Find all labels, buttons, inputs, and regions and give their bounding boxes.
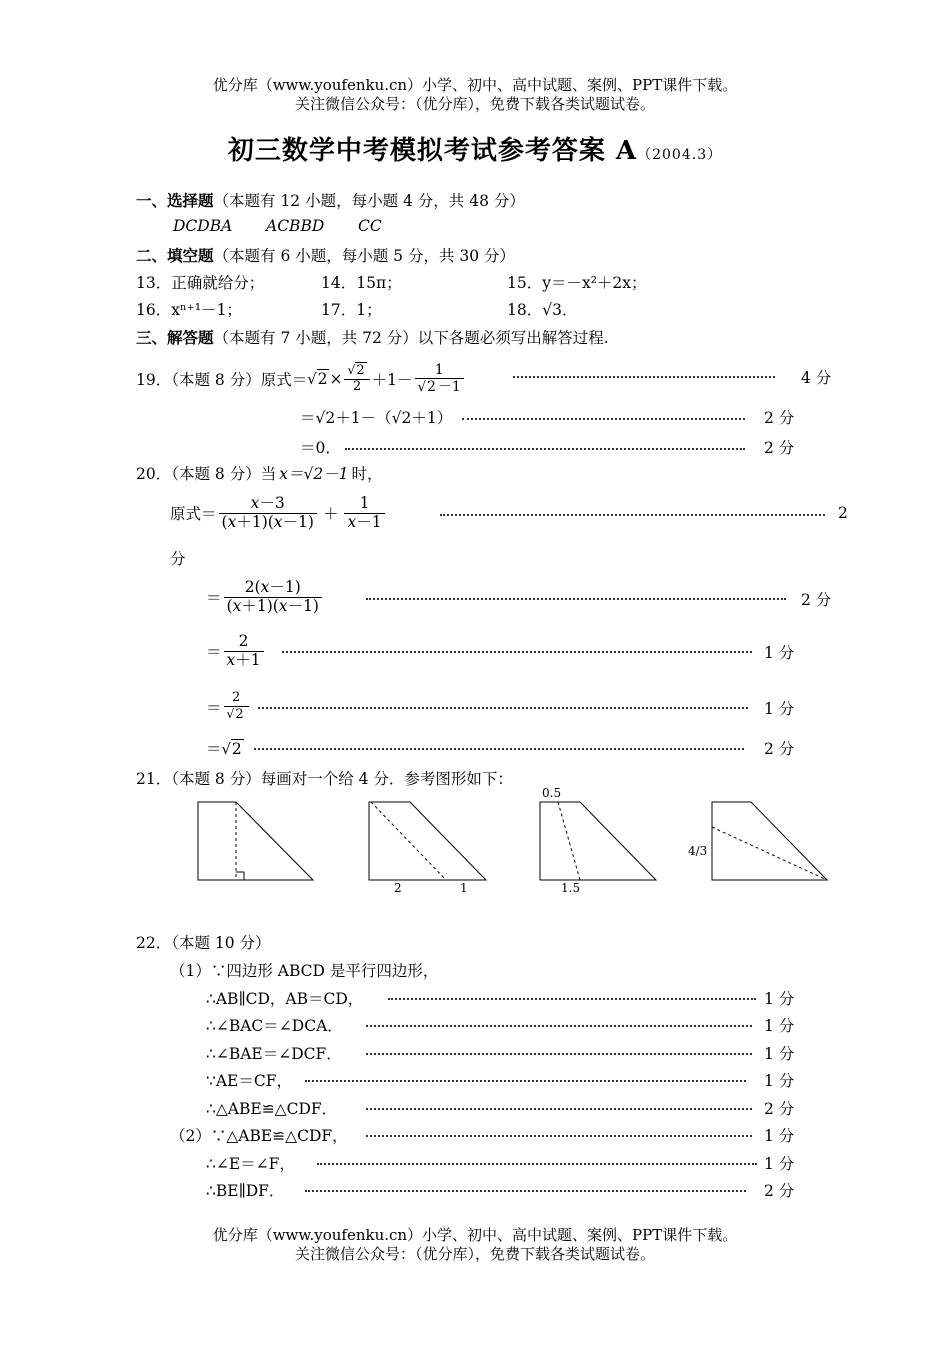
q20-score-5: 2 分 [764, 740, 795, 758]
q20-orig-label: 原式＝ [170, 505, 217, 523]
q19-fraction-1-over-sqrt2-minus-1: $\frac{1}{√2 -1}$ [415, 362, 464, 395]
q22-dots-5 [366, 1106, 752, 1110]
q19-dots-3 [345, 446, 745, 450]
q19-step2: ＝√2＋1－（√2＋1） [300, 409, 453, 427]
section3-heading [136, 326, 609, 348]
q22-score-8: 2 分 [764, 1182, 795, 1200]
figure-2-trapezoid [369, 802, 486, 880]
q19-step3: ＝0． [300, 439, 341, 457]
label-2: 2 [394, 881, 402, 895]
figure-1-trapezoid [198, 802, 313, 880]
figure-3-cut-line [558, 802, 580, 880]
title-main: 初三数学中考模拟考试参考答案 A [227, 136, 638, 166]
section1-label: 一、选择题 [136, 191, 214, 210]
q19-score-1: 4 分 [801, 369, 832, 387]
q20-heading [136, 462, 383, 484]
section1-heading [136, 189, 525, 211]
figure-3-trapezoid [540, 802, 656, 880]
mc-answer-3: CC [358, 217, 382, 235]
q21-figures [190, 786, 840, 900]
q20-step4: ＝ $\frac{2}{√2}$ [206, 684, 251, 730]
q22-score-6: 1 分 [764, 1127, 795, 1145]
header-line-2: 关注微信公众号：（优分库），免费下载各类试题试卷。 [294, 95, 655, 113]
fill-q15: 15．y＝－x²＋2x； [507, 274, 647, 292]
q22-line-3: ∴∠BAE＝∠DCF． [206, 1045, 342, 1063]
mc-answer-2: ACBBD [266, 217, 325, 235]
q20-score-1-unit: 分 [170, 550, 186, 568]
q22-line-8: ∴BE∥DF． [206, 1182, 285, 1200]
q22-dots-3 [366, 1051, 752, 1055]
q20-fraction-5: $\frac{2}{√2}$ [224, 691, 249, 723]
q20-label: 20．（本题 8 分）当 [136, 465, 277, 483]
fill-q13: 13．正确就给分； [136, 274, 265, 292]
q19-score-2: 2 分 [764, 409, 795, 427]
label-1: 1 [460, 881, 468, 895]
q20-step3: ＝ $\frac{2}{x+1}$ [206, 628, 266, 674]
q20-score-1: 2 [838, 504, 848, 522]
q22-score-4: 1 分 [764, 1072, 795, 1090]
q20-dots-1 [440, 512, 825, 516]
q20-dots-3 [282, 649, 752, 653]
fill-q17: 17．1； [321, 301, 382, 319]
q22-line-6: （2）∵△ABE≌△CDF， [170, 1127, 348, 1145]
q22-score-5: 2 分 [764, 1100, 795, 1118]
q20-step5: ＝√2 [206, 740, 242, 758]
q20-condition: x＝√2－1 [279, 465, 349, 483]
q22-line-1: ∴AB∥CD，AB＝CD， [206, 990, 364, 1008]
q22-heading: 22．（本题 10 分） [136, 934, 271, 952]
q20-step2: ＝ $\frac{2(x-1)}{(x+1)(x-1)}$ [206, 574, 324, 620]
q20-dots-4 [258, 705, 748, 709]
q19-sqrt2: √2 [307, 370, 328, 388]
fill-q18: 18．√3． [507, 301, 578, 319]
q22-dots-6 [366, 1133, 752, 1137]
q22-score-2: 1 分 [764, 1017, 795, 1035]
fill-q14: 14．15π； [321, 274, 402, 292]
q20-score-3: 1 分 [764, 644, 795, 662]
q21-heading: 21．（本题 8 分）每画对一个给 4 分．参考图形如下： [136, 770, 513, 788]
q22-dots-8 [305, 1188, 746, 1192]
q20-score-2: 2 分 [801, 591, 832, 609]
q22-score-1: 1 分 [764, 990, 795, 1008]
figure-1-right-angle-mark [236, 872, 244, 880]
q20-dots-2 [366, 596, 786, 600]
q19-dots-2 [462, 416, 745, 420]
q20-when: 时， [351, 465, 383, 483]
q22-line-4: ∵AE＝CF， [206, 1072, 292, 1090]
q22-score-3: 1 分 [764, 1045, 795, 1063]
q22-line-2: ∴∠BAC＝∠DCA． [206, 1017, 343, 1035]
q19-fraction-sqrt2-over-2: $\frac{√2}{2}$ [344, 363, 369, 395]
fill-q16: 16．xⁿ⁺¹－1； [136, 301, 242, 319]
q19-score-3: 2 分 [764, 439, 795, 457]
q22-line-5: ∴△ABE≌△CDF． [206, 1100, 338, 1118]
q19-label: 19．（本题 8 分）原式＝ [136, 371, 308, 389]
figure-4-trapezoid [712, 802, 827, 880]
q20-fraction-4: $\frac{2}{x+1}$ [224, 633, 264, 670]
section1-desc: （本题有 12 小题，每小题 4 分，共 48 分） [213, 192, 525, 210]
q22-line-7: ∴∠E＝∠F， [206, 1155, 295, 1173]
label-4-3: 4/3 [688, 844, 708, 858]
section3-label: 三、解答题 [136, 328, 214, 347]
section2-desc: （本题有 6 小题，每小题 5 分，共 30 分） [213, 247, 516, 265]
q22-dots-2 [366, 1023, 752, 1027]
section2-label: 二、填空题 [136, 246, 214, 265]
header-line-1: 优分库（www.youfenku.cn）小学、初中、高中试题、案例、PPT课件下载。 [212, 76, 738, 94]
q19-dots-1 [513, 374, 775, 378]
figure-2-cut-line [371, 802, 446, 880]
q22-dots-1 [388, 996, 756, 1000]
q20-fraction-1: $\frac{x-3}{(x+1)(x-1)}$ [219, 495, 317, 532]
q22-part1: （1）∵四边形 ABCD 是平行四边形， [170, 962, 439, 980]
q22-dots-7 [317, 1161, 757, 1165]
q20-dots-5 [254, 746, 744, 750]
mc-answer-1: DCDBA [173, 217, 233, 235]
q19-step1: 19．（本题 8 分）原式＝ √2 × $\frac{√2}{2}$ ＋1－ $\frac{1}{√2 -1}$ [136, 356, 466, 402]
figure-4-cut-line [712, 827, 827, 880]
q20-score-4: 1 分 [764, 700, 795, 718]
footer-line-2: 关注微信公众号：（优分库），免费下载各类试题试卷。 [294, 1245, 655, 1263]
q20-fraction-2: $\frac{1}{x-1}$ [344, 495, 384, 532]
page-title [0, 130, 950, 167]
title-date: （2004.3） [637, 147, 723, 163]
q22-score-7: 1 分 [764, 1155, 795, 1173]
q20-fraction-3: $\frac{2(x-1)}{(x+1)(x-1)}$ [224, 579, 322, 616]
q20-step1: 原式＝ $\frac{x-3}{(x+1)(x-1)}$ ＋ $\frac{1}{x-1}$ [170, 490, 387, 536]
section2-heading [136, 244, 515, 266]
q22-dots-4 [305, 1078, 746, 1082]
section3-desc: （本题有 7 小题，共 72 分）以下各题必须写出解答过程. [213, 329, 609, 347]
label-1-5: 1.5 [561, 881, 581, 895]
label-0-5: 0.5 [542, 786, 562, 800]
footer-line-1: 优分库（www.youfenku.cn）小学、初中、高中试题、案例、PPT课件下载。 [212, 1226, 738, 1244]
